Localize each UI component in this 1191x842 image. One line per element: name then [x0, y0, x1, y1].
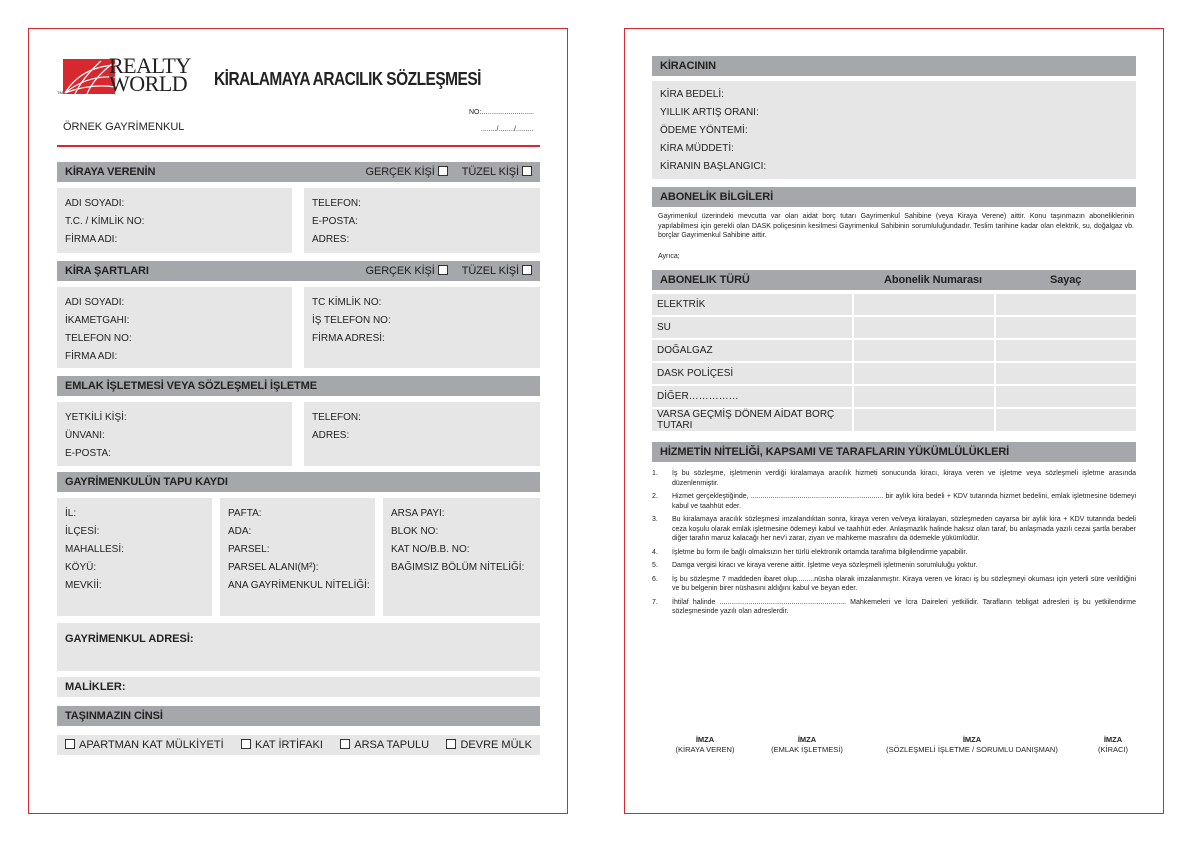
- section-title: HİZMETİN NİTELİĞİ, KAPSAMI VE TARAFLARIN YÜKÜMLÜLÜKLERİ: [660, 446, 1010, 458]
- field-label: E-POSTA:: [65, 448, 111, 459]
- field-label: ADRES:: [312, 234, 350, 245]
- field-label: İŞ TELEFON NO:: [312, 315, 391, 326]
- term-text: Damga vergisi kiracı ve kiraya verene aittir. İşletme veya sözleşmeli işletmenin sorumluluğu yoktur.: [672, 562, 978, 569]
- field-label: İL:: [65, 508, 77, 519]
- field-label: PAFTA:: [228, 508, 262, 519]
- term-number: 7.: [652, 598, 658, 606]
- field-label: ADI SOYADI:: [65, 297, 125, 308]
- terms-right-fields[interactable]: [304, 287, 540, 368]
- signature-party: (SÖZLEŞMELİ İŞLETME / SORUMLU DANIŞMAN): [886, 745, 1058, 754]
- signature-label: İMZA: [962, 735, 982, 744]
- table-row: [652, 294, 1136, 315]
- cell-meter[interactable]: [996, 409, 1136, 431]
- field-label: KİRA BEDELİ:: [660, 89, 724, 100]
- option-legal-person[interactable]: [462, 265, 532, 277]
- option-label: KAT İRTİFAKI: [255, 739, 323, 751]
- also-label: Ayrıca;: [658, 253, 680, 260]
- option-label: GERÇEK KİŞİ: [365, 166, 435, 178]
- term-number: 3.: [652, 516, 658, 523]
- signature-party: (EMLAK İŞLETMESİ): [771, 745, 843, 754]
- page-left: [28, 28, 568, 814]
- col-header-meter: Sayaç: [1050, 274, 1082, 286]
- field-label: KÖYÜ:: [65, 562, 97, 573]
- field-label: MEVKİİ:: [65, 580, 102, 591]
- section-tenant-header: [652, 56, 1136, 76]
- term-text: İşletme bu form ile bağlı olmaksızın her türlü elektronik ortamda tarafıma bilgilendirme yapabilir.: [672, 548, 968, 556]
- checkbox[interactable]: [522, 166, 532, 176]
- signature-landlord[interactable]: [667, 735, 743, 755]
- cell-number[interactable]: [854, 340, 994, 361]
- signature-tenant[interactable]: [1077, 735, 1149, 755]
- cell-meter[interactable]: [996, 386, 1136, 407]
- option-legal-person[interactable]: [462, 166, 532, 178]
- section-title: TAŞINMAZIN CİNSİ: [65, 710, 163, 722]
- field-label: İKAMETGAHI:: [65, 315, 130, 326]
- field-label: ARSA PAYI:: [391, 508, 445, 519]
- subscriptions-paragraph: Gayrimenkul üzerindeki mevcutta var olan aidat borç tutarı Gayrimenkul Sahibine (veya Kiraya Verene) aittir. Konu taşınmazın aboneliklerinin yapılabilmesi için gerekli olan DASK poliçesinin kesilmesi Gayrimenkul Sahibinin sorumluluğundadır. Teslim tarihine kadar olan elektrik, su, doğalgaz vb. borçlar Gayrimenkul Sahibine aittir.: [658, 213, 1134, 239]
- field-label: YILLIK ARTIŞ ORANI:: [660, 107, 759, 118]
- tenant-fields[interactable]: [652, 81, 1136, 179]
- subtitle: ÖRNEK GAYRİMENKUL: [63, 121, 185, 133]
- table-row: [652, 340, 1136, 361]
- field-label: GAYRİMENKUL ADRESİ:: [65, 633, 194, 645]
- field-label: ADI SOYADI:: [65, 198, 125, 209]
- cell-number[interactable]: [854, 317, 994, 338]
- section-title: KİRACININ: [660, 60, 716, 72]
- term-number: 6.: [652, 575, 658, 583]
- agency-left-fields[interactable]: [57, 402, 292, 466]
- property-type-options: [57, 735, 540, 755]
- option-natural-person[interactable]: [366, 265, 448, 277]
- section-subscriptions-header: [652, 187, 1136, 207]
- signature-label: İMZA: [1103, 735, 1123, 744]
- row-label: VARSA GEÇMİŞ DÖNEM AİDAT BORÇ TUTARI: [652, 409, 852, 431]
- term-number: 1.: [652, 470, 658, 477]
- section-agency-header: [57, 376, 540, 396]
- term-number: 2.: [652, 493, 658, 500]
- signature-contracted-business[interactable]: [877, 735, 1067, 755]
- term-number: 4.: [652, 548, 658, 556]
- term-item: [652, 598, 1136, 617]
- section-property-type-header: [57, 706, 540, 726]
- field-label: ADRES:: [312, 430, 350, 441]
- field-label: KİRA MÜDDETİ:: [660, 143, 734, 154]
- field-label: MAHALLESİ:: [65, 544, 124, 555]
- subscriptions-table-header: [652, 270, 1136, 290]
- number-line: NO:...........................: [469, 109, 534, 116]
- option-label: APARTMAN KAT MÜLKİYETİ: [79, 739, 224, 751]
- field-label: T.C. / KİMLİK NO:: [65, 216, 145, 227]
- field-label: YETKİLİ KİŞİ:: [65, 412, 127, 423]
- checkbox[interactable]: [241, 739, 251, 749]
- field-label: TC KİMLİK NO:: [312, 297, 382, 308]
- signature-agency[interactable]: [767, 735, 847, 755]
- table-row: [652, 386, 1136, 407]
- cell-meter[interactable]: [996, 340, 1136, 361]
- signature-label: İMZA: [797, 735, 817, 744]
- section-service-header: [652, 442, 1136, 462]
- field-label: TELEFON:: [312, 412, 361, 423]
- checkbox[interactable]: [438, 265, 448, 275]
- landlord-right-fields[interactable]: [304, 188, 540, 253]
- section-title: ABONELİK BİLGİLERİ: [660, 191, 774, 203]
- realty-world-logo: [57, 53, 201, 97]
- field-label: ÜNVANI:: [65, 430, 105, 441]
- field-label: KİRANIN BAŞLANGICI:: [660, 161, 767, 172]
- option-label: ARSA TAPULU: [354, 739, 430, 751]
- page-right: [624, 28, 1164, 814]
- cell-meter[interactable]: [996, 363, 1136, 384]
- signature-label: İMZA: [695, 735, 715, 744]
- table-row: [652, 363, 1136, 384]
- term-item: [652, 548, 1136, 558]
- row-label: SU: [652, 317, 852, 338]
- landlord-left-fields[interactable]: [57, 188, 292, 253]
- option-natural-person[interactable]: [366, 166, 448, 178]
- field-label: TELEFON NO:: [65, 333, 132, 344]
- field-label: ADA:: [228, 526, 252, 537]
- checkbox[interactable]: [522, 265, 532, 275]
- term-text: Bu kiralamaya aracılık sözleşmesi imzalandıktan sonra, kiraya veren ve/veya kiralayan, sözleşmeden cayarsa bir aylık kira + KDV tutarında bedeli ceza koşulu olarak emlak işletmesine ödemeyi kabul ve taahhüt eder. Anlaşmazlık halinde haksız olan taraf, bu anlaşmada yazılı cezai şartla beraber diğer tarafın maruz kalacağı her nev'i zarar, ziyan ve mahkeme masrafını da ödemekle yükümlüdür.: [672, 516, 1136, 542]
- header-rule: [57, 145, 540, 147]
- section-title: EMLAK İŞLETMESİ VEYA SÖZLEŞMELİ İŞLETME: [65, 380, 317, 392]
- field-label: PARSEL:: [228, 544, 270, 555]
- date-line: ......../......../.........: [481, 126, 534, 133]
- col-header-number: Abonelik Numarası: [884, 274, 982, 286]
- checkbox[interactable]: [446, 739, 456, 749]
- owners-field[interactable]: [57, 677, 540, 697]
- logo-line2: WORLD: [109, 71, 188, 96]
- field-label: FİRMA ADI:: [65, 351, 118, 362]
- term-item: [652, 575, 1136, 594]
- row-label: DİĞER……………: [652, 386, 852, 407]
- section-terms-header: [57, 261, 540, 281]
- field-label: KAT NO/B.B. NO:: [391, 544, 470, 555]
- term-item: [652, 492, 1136, 511]
- field-label: BAĞIMSIZ BÖLÜM NİTELİĞİ:: [391, 562, 525, 573]
- property-address-field[interactable]: [57, 623, 540, 671]
- option-land-title[interactable]: [340, 736, 429, 754]
- option-label: TÜZEL KİŞİ: [461, 166, 519, 178]
- option-apartment[interactable]: [65, 736, 224, 754]
- deed-col3-fields[interactable]: [383, 498, 540, 616]
- page-title: KİRALAMAYA ARACILIK SÖZLEŞMESİ: [214, 69, 481, 89]
- col-header-type: ABONELIK TÜRÜ: [660, 274, 750, 286]
- section-deed-header: [57, 472, 540, 492]
- term-item: [652, 561, 1136, 571]
- term-item: [652, 469, 1136, 488]
- cell-number[interactable]: [854, 363, 994, 384]
- term-text: İş bu sözleşme, işletmenin verdiği kiralamaya aracılık hizmeti sonucunda kiracı, kiraya veren ve işletme veya sözleşmeli işletme arasında düzenlenmiştir.: [672, 470, 1136, 487]
- field-label: BLOK NO:: [391, 526, 439, 537]
- field-label: FİRMA ADI:: [65, 234, 118, 245]
- field-label: FİRMA ADRESİ:: [312, 333, 385, 344]
- field-label: İLÇESİ:: [65, 526, 100, 537]
- option-label: GERÇEK KİŞİ: [365, 265, 435, 277]
- checkbox[interactable]: [438, 166, 448, 176]
- subscriptions-table: [650, 292, 1138, 433]
- field-label: TELEFON:: [312, 198, 361, 209]
- option-label: DEVRE MÜLK: [460, 739, 532, 751]
- term-item: [652, 515, 1136, 544]
- row-label: DASK POLİÇESİ: [652, 363, 852, 384]
- logo-tm: TM: [57, 90, 63, 95]
- section-landlord-header: [57, 162, 540, 182]
- field-label: PARSEL ALANI(M²):: [228, 562, 319, 573]
- cell-number[interactable]: [854, 294, 994, 315]
- field-label: MALİKLER:: [65, 681, 126, 693]
- field-label: E-POSTA:: [312, 216, 358, 227]
- section-title: KİRA ŞARTLARI: [65, 265, 149, 277]
- agency-right-fields[interactable]: [304, 402, 540, 466]
- field-label: ÖDEME YÖNTEMİ:: [660, 125, 748, 136]
- term-text: Hizmet gerçekleştiğinde, .................................................................... bir aylık kira bedeli + KDV tutarında hizmet bedelini, emlak işletmesine ödemeyi kabul ve taahhüt eder.: [672, 493, 1136, 510]
- deed-col1-fields[interactable]: [57, 498, 212, 616]
- term-text: İş bu sözleşme 7 maddeden ibaret olup.........nüsha olarak imzalanmıştır. Kiraya veren ve kiracı iş bu sözleşmeyi okuması için yeterli süre verildiğini ve bu belgenin birer nüshasını aldığını kabul ve beyan eder.: [672, 575, 1136, 592]
- terms-list: [652, 469, 1136, 621]
- field-label: ANA GAYRİMENKUL NİTELİĞİ:: [228, 580, 370, 591]
- cell-meter[interactable]: [996, 294, 1136, 315]
- table-row: [652, 409, 1136, 431]
- cell-number[interactable]: [854, 386, 994, 407]
- cell-number[interactable]: [854, 409, 994, 431]
- option-floor-easement[interactable]: [241, 736, 323, 754]
- cell-meter[interactable]: [996, 317, 1136, 338]
- row-label: DOĞALGAZ: [652, 340, 852, 361]
- section-title: GAYRİMENKULÜN TAPU KAYDI: [65, 476, 228, 488]
- option-timeshare[interactable]: [446, 736, 532, 754]
- section-title: KİRAYA VERENİN: [65, 166, 156, 178]
- checkbox[interactable]: [65, 739, 75, 749]
- term-text: İhtilaf halinde ................................................................. Mahkemeleri ve İcra Daireleri yetkilidir. Tarafların tebligat adresleri iş bu yetkilendirme sözleşmesinde yazılı olan adreslerdir.: [672, 598, 1136, 615]
- row-label: ELEKTRİK: [652, 294, 852, 315]
- logo-line1: REALTY: [109, 53, 191, 78]
- checkbox[interactable]: [340, 739, 350, 749]
- deed-col2-fields[interactable]: [220, 498, 375, 616]
- terms-left-fields[interactable]: [57, 287, 292, 368]
- table-row: [652, 317, 1136, 338]
- signature-party: (KİRACI): [1098, 745, 1128, 754]
- signature-party: (KİRAYA VEREN): [675, 745, 735, 754]
- option-label: TÜZEL KİŞİ: [461, 265, 519, 277]
- term-number: 5.: [652, 562, 658, 569]
